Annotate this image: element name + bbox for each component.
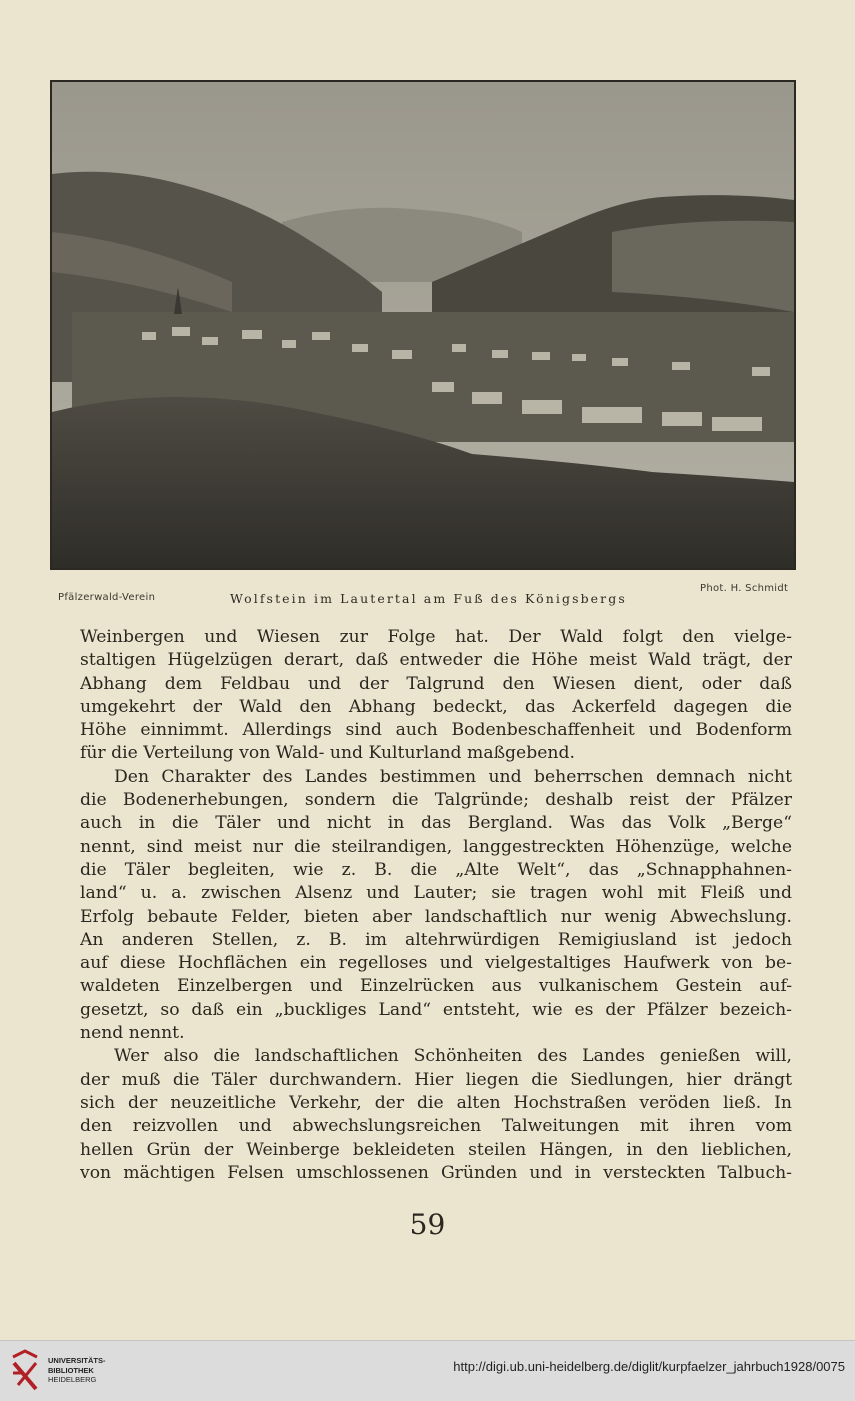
- text-line: nend nennt.: [80, 1023, 185, 1044]
- university-library-logo-icon: [10, 1349, 40, 1393]
- text-line: sich der neuzeitliche Verkehr, der die alten Hochstraßen veröden ließ. In: [80, 1092, 792, 1113]
- text-line: staltigen Hügelzügen derart, daß entweder die Höhe meist Wald trägt, der: [80, 650, 792, 671]
- text-line: auf diese Hochflächen ein regelloses und vielgestaltiges Haufwerk von be-: [80, 953, 792, 974]
- text-line: Erfolg bebaute Felder, bieten aber landschaftlich nur wenig Abwechslung.: [80, 906, 792, 927]
- text-line: auch in die Täler und nicht in das Bergland. Was das Volk „Berge“: [80, 813, 792, 834]
- text-line: für die Verteilung von Wald- und Kulturland maßgebend.: [80, 743, 575, 764]
- text-line: An anderen Stellen, z. B. im altehrwürdigen Remigiusland ist jedoch: [80, 929, 792, 950]
- footer-bar: [0, 1340, 855, 1401]
- text-line: der muß die Täler durchwandern. Hier liegen die Siedlungen, hier drängt: [80, 1069, 792, 1090]
- text-line: nennt, sind meist nur die steilrandigen, langgestreckten Höhenzüge, welche: [80, 836, 792, 857]
- text-line: Höhe einnimmt. Allerdings sind auch Bodenbeschaffenheit und Bodenform: [80, 720, 792, 741]
- library-name: [48, 1356, 106, 1385]
- photo-credit-right: Phot. H. Schmidt: [700, 583, 789, 594]
- source-url-link[interactable]: http://digi.ub.uni-heidelberg.de/diglit/kurpfaelzer_jahrbuch1928/0075: [453, 1359, 845, 1374]
- photo-caption: Wolfstein im Lautertal am Fuß des Königsbergs: [230, 591, 627, 606]
- text-line: land“ u. a. zwischen Alsenz und Lauter; sie tragen wohl mit Fleiß und: [80, 883, 792, 904]
- text-line: Abhang dem Feldbau und der Talgrund den Wiesen dient, oder daß: [80, 673, 792, 694]
- text-line: Weinbergen und Wiesen zur Folge hat. Der Wald folgt den vielge-: [80, 627, 792, 647]
- text-line: Wer also die landschaftlichen Schönheiten des Landes genießen will,: [114, 1046, 792, 1067]
- landscape-photograph: [50, 80, 796, 570]
- body-text: [80, 626, 792, 1185]
- text-line: die Täler begleiten, wie z. B. die „Alte Welt“, das „Schnapphahnen-: [80, 859, 792, 880]
- text-line: hellen Grün der Weinberge bekleideten steilen Hängen, in den lieblichen,: [80, 1139, 792, 1160]
- text-line: gesetzt, so daß ein „buckliges Land“ entsteht, wie es der Pfälzer bezeich-: [80, 999, 792, 1020]
- text-line: umgekehrt der Wald den Abhang bedeckt, das Ackerfeld dagegen die: [80, 696, 792, 717]
- photo-credit-left: Pfälzerwald-Verein: [58, 592, 156, 603]
- page-number: 59: [409, 1208, 446, 1241]
- text-line: die Bodenerhebungen, sondern die Talgründe; deshalb reist der Pfälzer: [80, 790, 792, 811]
- library-name-line: HEIDELBERG: [48, 1375, 97, 1384]
- text-line: den reizvollen und abwechslungsreichen Talweitungen mit ihren vom: [80, 1116, 792, 1137]
- library-name-line: UNIVERSITÄTS-: [48, 1356, 106, 1365]
- text-line: waldeten Einzelbergen und Einzelrücken aus vulkanischem Gestein auf-: [80, 976, 792, 997]
- text-line: von mächtigen Felsen umschlossenen Gründen und in versteckten Talbuch-: [80, 1162, 792, 1183]
- photo-illustration: [52, 82, 794, 568]
- text-line: Den Charakter des Landes bestimmen und beherrschen demnach nicht: [114, 766, 792, 787]
- library-name-line: BIBLIOTHEK: [48, 1365, 94, 1375]
